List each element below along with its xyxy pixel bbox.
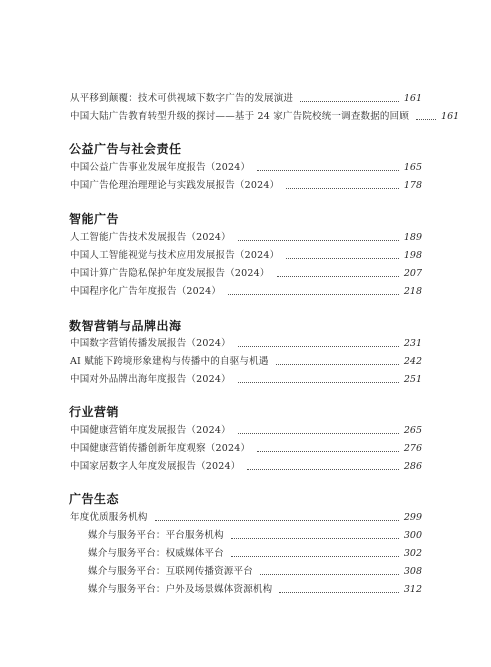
toc-entry-title: 中国广告伦理治理理论与实践发展报告（2024）: [70, 180, 280, 191]
toc-dot-leader: [279, 592, 399, 593]
toc-page-number: 302: [403, 548, 422, 559]
toc-entry[interactable]: [70, 91, 422, 105]
toc-entry-title: 中国人工智能视觉与技术应用发展报告（2024）: [70, 250, 280, 261]
toc-entry[interactable]: [70, 266, 422, 280]
toc-dot-leader: [238, 382, 399, 383]
toc-page-number: 178: [403, 180, 422, 191]
toc-dot-leader: [277, 276, 399, 277]
toc-entry[interactable]: [70, 336, 422, 350]
toc-entry[interactable]: [70, 441, 422, 455]
toc-subentry[interactable]: [88, 528, 422, 542]
toc-dot-leader: [260, 574, 399, 575]
toc-entry-title: 人工智能广告技术发展报告（2024）: [70, 232, 231, 243]
toc-entry-title: 中国健康营销传播创新年度观察（2024）: [70, 443, 251, 454]
toc-page-number: 299: [403, 512, 422, 523]
toc-entry-title: 中国对外品牌出海年度报告（2024）: [70, 374, 231, 385]
toc-page-number: 207: [403, 268, 422, 279]
toc-page-number: 165: [403, 162, 422, 173]
toc-page-number: 308: [403, 566, 422, 577]
toc-entry[interactable]: [70, 423, 422, 437]
toc-entry-title: 中国程序化广告年度报告（2024）: [70, 286, 222, 297]
toc-entry-title: 中国健康营销年度发展报告（2024）: [70, 425, 231, 436]
toc-page-number: 300: [403, 530, 422, 541]
toc-entry[interactable]: [70, 160, 422, 174]
toc-dot-leader: [228, 294, 399, 295]
toc-page-number: 312: [403, 584, 422, 595]
toc-dot-leader: [231, 556, 399, 557]
toc-dot-leader: [286, 188, 399, 189]
toc-dot-leader: [286, 258, 399, 259]
toc-entry[interactable]: [70, 109, 460, 123]
toc-page-number: 198: [403, 250, 422, 261]
toc-subentry[interactable]: [88, 546, 422, 560]
toc-dot-leader: [238, 346, 399, 347]
toc-dot-leader: [231, 538, 399, 539]
toc-dot-leader: [155, 520, 399, 521]
toc-dot-leader: [300, 101, 399, 102]
toc-entry-title: 中国家居数字人年度发展报告（2024）: [70, 461, 241, 472]
toc-entry-title: AI 赋能下跨境形象建构与传播中的自驱与机遇: [70, 356, 269, 367]
toc-page-number: 242: [403, 356, 422, 367]
toc-entry-title: 中国大陆广告教育转型升级的探讨——基于 24 家广告院校统一调查数据的回顾: [70, 111, 410, 122]
toc-page-number: 286: [403, 461, 422, 472]
toc-entry-title: 媒介与服务平台：平台服务机构: [88, 530, 224, 541]
section-heading: 行业营销: [69, 405, 120, 419]
toc-page-number: 189: [403, 232, 422, 243]
section-heading: 智能广告: [69, 212, 120, 226]
toc-entry-title: 中国数字营销传播发展报告（2024）: [70, 338, 231, 349]
toc-entry-title: 媒介与服务平台：互联网传播资源平台: [88, 566, 253, 577]
toc-entry[interactable]: [70, 372, 422, 386]
toc-entry[interactable]: [70, 510, 422, 524]
toc-entry-title: 媒介与服务平台：权威媒体平台: [88, 548, 224, 559]
toc-entry-title: 中国计算广告隐私保护年度发展报告（2024）: [70, 268, 270, 279]
section-heading: 数智营销与品牌出海: [69, 319, 182, 333]
toc-page-number: 218: [403, 286, 422, 297]
toc-entry-title: 年度优质服务机构: [70, 512, 148, 523]
toc-page-number: 265: [403, 425, 422, 436]
toc-entry[interactable]: [70, 248, 422, 262]
toc-page-number: 231: [403, 338, 422, 349]
toc-page-number: 161: [441, 111, 460, 122]
toc-dot-leader: [416, 119, 436, 120]
toc-dot-leader: [247, 469, 398, 470]
toc-subentry[interactable]: [88, 564, 422, 578]
toc-entry[interactable]: [70, 354, 422, 368]
section-heading: 广告生态: [69, 492, 120, 506]
toc-dot-leader: [276, 364, 399, 365]
toc-dot-leader: [238, 433, 399, 434]
toc-entry[interactable]: [70, 178, 422, 192]
toc-entry-title: 媒介与服务平台：户外及场景媒体资源机构: [88, 584, 273, 595]
toc-page-number: 276: [403, 443, 422, 454]
section-heading: 公益广告与社会责任: [69, 142, 182, 156]
toc-subentry[interactable]: [88, 582, 422, 596]
toc-entry-title: 中国公益广告事业发展年度报告（2024）: [70, 162, 251, 173]
toc-page-number: 161: [403, 93, 422, 104]
toc-entry[interactable]: [70, 459, 422, 473]
toc-dot-leader: [257, 451, 399, 452]
toc-dot-leader: [238, 240, 399, 241]
toc-entry[interactable]: [70, 284, 422, 298]
toc-entry[interactable]: [70, 230, 422, 244]
toc-dot-leader: [257, 170, 399, 171]
toc-page-number: 251: [403, 374, 422, 385]
toc-entry-title: 从平移到颠覆：技术可供视域下数字广告的发展演进: [70, 93, 294, 104]
